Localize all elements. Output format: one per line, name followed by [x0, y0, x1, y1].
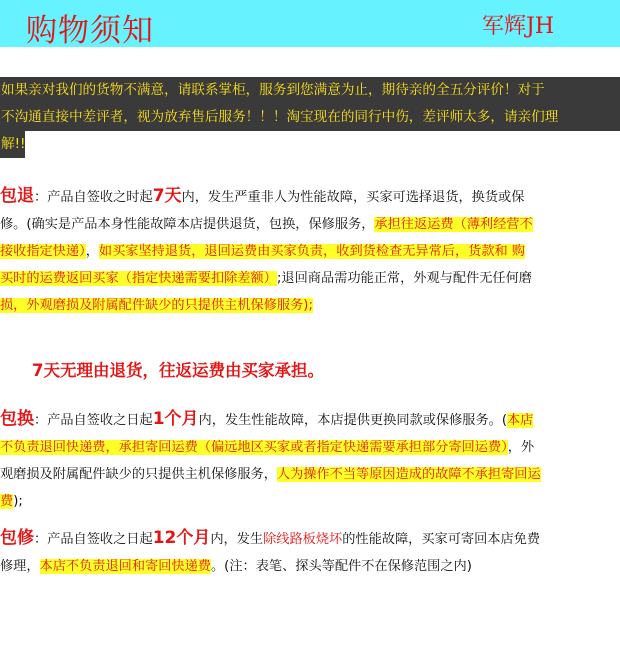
highlight-text: 本店	[507, 413, 534, 428]
exchange-period: 1个月	[152, 409, 199, 429]
brand-name: 军辉JH	[482, 14, 555, 39]
repair-exclusion: 除线路板烧坏	[263, 532, 343, 547]
notice-block	[0, 77, 620, 158]
returns-days: 7天	[152, 186, 182, 206]
highlight-text: 承担往返运费（薄利经营不	[374, 217, 533, 232]
exchange-section: 包换：产品自签收之日起1个月内，发生性能故障，本店提供更换同款或保修服务。(本店 不负责退回快递费，承担寄回运费（偏远地区买家或者指定快递需要承担部分寄回运费），外 观磨损及附属配件缺少的只提供主机保修服务，人为操作不当等原因造成的故障不承担寄回运 费);	[0, 409, 541, 509]
highlight-text: 如买家坚持退货，退回运费由买家负责，收到货检查无异常后，货款和 购	[98, 244, 526, 259]
exchange-label: 包换	[0, 409, 34, 429]
highlight-text: 接收指定快递）	[0, 244, 86, 259]
highlight-text: 费	[0, 494, 14, 509]
highlight-text: 买时的运费返回买家（指定快递需要扣除差额）	[0, 271, 277, 286]
repair-label: 包修	[0, 528, 34, 548]
page-title: 购物须知	[26, 13, 154, 49]
notice-line: 解!!	[0, 131, 25, 158]
returns-section: 包退：产品自签收之时起7天内，发生严重非人为性能故障，买家可选择退货，换货或保 修。(确实是产品本身性能故障本店提供退货，包换，保修服务，承担往返运费（薄利经营不 接收指定快递），如买家坚持退货，退回运费由买家负责，收到货检查无异常后，货款和 购 买时的运费返回买家（指定快递需要扣除差额）;退回商品需功能正常，外观与配件无任何磨 损，外观磨损及附属配件缺少的只提供主机保修服务);	[0, 186, 533, 313]
header-banner	[0, 0, 620, 47]
repair-period: 12个月	[152, 528, 211, 548]
highlight-text: 本店不负责退回和寄回快递费	[39, 559, 211, 574]
highlight-text: 人为操作不当等原因造成的故障不承担寄回运	[276, 467, 541, 482]
notice-line: 如果亲对我们的货物不满意，请联系掌柜，服务到您满意为止，期待亲的全五分评价！对于	[0, 77, 620, 104]
policy-slogan: 7天无理由退货，往返运费由买家承担。	[32, 361, 324, 380]
returns-label: 包退	[0, 186, 34, 206]
highlight-text: 不负责退回快递费，承担寄回运费（偏远地区买家或者指定快递需要承担部分寄回运费）	[0, 440, 508, 455]
highlight-text: 损，外观磨损及附属配件缺少的只提供主机保修服务);	[0, 298, 313, 313]
notice-line: 不沟通直接中差评者，视为放弃售后服务！！！淘宝现在的同行中伤，差评师太多，请亲们理	[0, 104, 620, 131]
repair-section: 包修：产品自签收之日起12个月内，发生除线路板烧坏的性能故障，买家可寄回本店免费 修理，本店不负责退回和寄回快递费。(注：表笔、探头等配件不在保修范围之内)	[0, 528, 541, 574]
